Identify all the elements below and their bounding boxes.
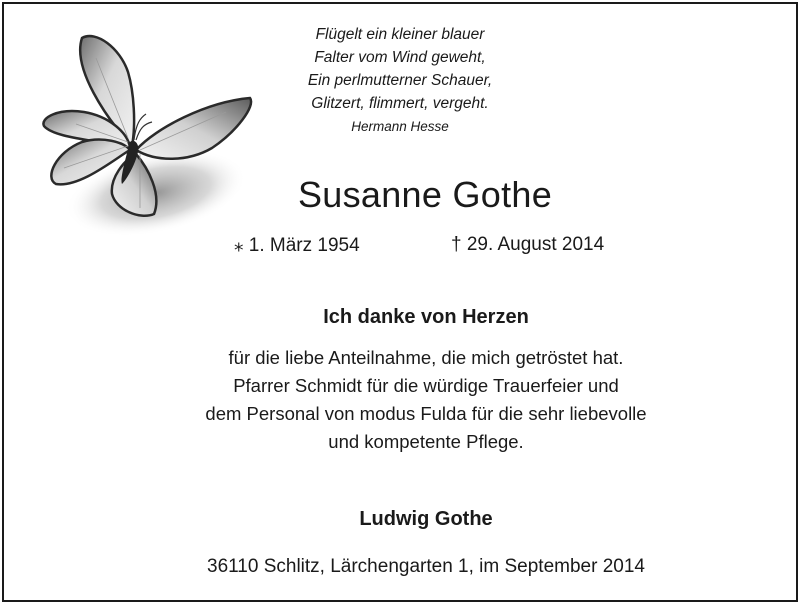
address-line: 36110 Schlitz, Lärchengarten 1, im September 2014 <box>207 556 645 577</box>
deceased-name: Susanne Gothe <box>297 174 553 215</box>
birth-date: ⁎ 1. März 1954 <box>234 235 360 256</box>
thanks-line: und kompetente Pflege. <box>328 431 524 452</box>
poem-author: Hermann Hesse <box>351 119 449 134</box>
thanks-line: dem Personal von modus Fulda für die sehr liebevolle <box>205 403 647 424</box>
poem <box>0 23 800 138</box>
death-date: † 29. August 2014 <box>451 234 605 255</box>
poem-line: Flügelt ein kleiner blauer <box>315 26 485 43</box>
poem-line: Glitzert, flimmert, vergeht. <box>311 95 489 112</box>
poem-line: Ein perlmutterner Schauer, <box>307 72 493 89</box>
thanks-text <box>0 344 800 456</box>
thanks-headline: Ich danke von Herzen <box>323 306 529 328</box>
thanks-line: für die liebe Anteilnahme, die mich getröstet hat. <box>228 347 624 368</box>
signature: Ludwig Gothe <box>359 508 493 530</box>
poem-line: Falter vom Wind geweht, <box>314 49 486 66</box>
life-dates <box>0 232 800 262</box>
thanks-line: Pfarrer Schmidt für die würdige Trauerfeier und <box>233 375 619 396</box>
